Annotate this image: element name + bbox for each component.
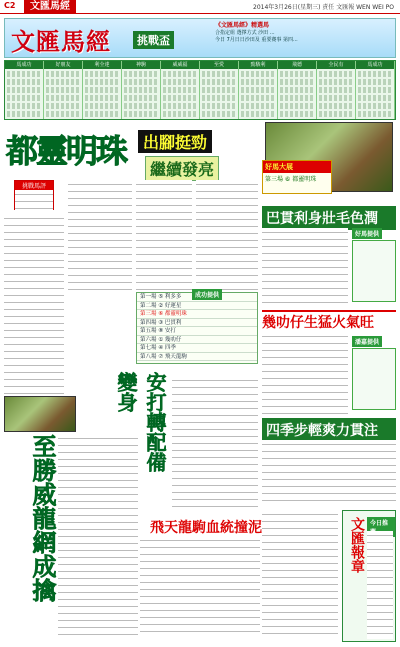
jijiazi-heading: 幾叻仔生猛火氣旺 (262, 310, 396, 332)
race-column (239, 61, 278, 119)
table-row: 第四場 ③ 巴貫利 (137, 319, 257, 328)
race-column-header: 勁駿利 (239, 61, 277, 69)
babi-tag: 好馬提供 (352, 228, 382, 239)
race-column-header: 馬成功 (5, 61, 43, 69)
issue-info: 2014年3月26日(星期三) 責任 文匯報 WEN WEI PO (253, 4, 394, 11)
race-column-header: 飛德 (278, 61, 316, 69)
race-column (200, 61, 239, 119)
jijiazi-text (262, 332, 348, 414)
left-box (14, 180, 54, 210)
masthead-meta: 《文匯馬經》精選馬 合指定組 選擇方式 沙田 ... 今日 7月日日沙田及 重要賽事 第四... (215, 22, 298, 43)
masthead (4, 18, 396, 58)
table-row: 第七場 ④ 四季 (137, 344, 257, 353)
table-row: 第六場 ① 幾叻仔 (137, 336, 257, 345)
left-box-title: 挑戰馬評 (15, 181, 53, 190)
race-column (161, 61, 200, 119)
table-row: 第一場 ⑤ 利多多 (137, 293, 257, 302)
hero-subtitle-2: 繼續發亮 (145, 156, 219, 181)
center-article-text-2 (136, 180, 192, 290)
bottom-right-title: 文匯報章 (349, 517, 365, 573)
selections-tag: 成功提供 (192, 289, 222, 300)
center-article-text-3 (196, 180, 258, 290)
hero-title: 都靈明珠 (6, 132, 127, 170)
bottom-right-box (342, 510, 396, 642)
babi-table (352, 240, 396, 302)
race-column (122, 61, 161, 119)
race-column-header: 好朋友 (44, 61, 82, 69)
hero-subtitle-1: 出腳挺勁 (138, 130, 212, 153)
section-name: 文匯馬經 (24, 0, 76, 13)
center-bottom-text-2 (262, 510, 338, 640)
babi-text (262, 228, 348, 306)
table-row: 第五場 ⑧ 安打 (137, 327, 257, 336)
left-article-text (4, 214, 64, 394)
race-column-header: 全民有 (317, 61, 355, 69)
race-column (44, 61, 83, 119)
masthead-tag: 挑戰盃 (133, 31, 174, 49)
table-row: 第二場 ② 好運星 (137, 302, 257, 311)
race-column (83, 61, 122, 119)
left-feature-text (58, 434, 138, 640)
race-column-header: 利全達 (83, 61, 121, 69)
race-prediction-strip (4, 60, 396, 120)
siji-heading: 四季步輕爽力貫注 (262, 418, 396, 442)
table-row: 第八場 ⑦ 飛天龍駒 (137, 353, 257, 362)
left-race-photo (4, 396, 76, 432)
photo-caption: 好馬大展 第三場 ⑥ 都靈明珠 (262, 160, 332, 194)
race-column (5, 61, 44, 119)
race-column (356, 61, 395, 119)
page-header (0, 0, 400, 14)
race-column-header: 神駒 (122, 61, 160, 69)
jijiazi-tag: 潘嘉提供 (352, 336, 382, 347)
center-article-text-1 (68, 180, 132, 290)
siji-text (262, 440, 396, 506)
center-feature-title: 安打轉配備變身 (114, 372, 167, 472)
race-column (317, 61, 356, 119)
center-bottom-heading: 飛天龍駒血統撞泥 (150, 517, 262, 537)
selections-table (136, 292, 258, 364)
race-column (278, 61, 317, 119)
bottom-right-tag: 今日推 (367, 517, 395, 537)
center-bottom-text (140, 536, 260, 636)
babi-heading: 巴貫利身壯毛色潤 (262, 206, 396, 230)
center-feature-text (172, 376, 258, 512)
masthead-logo: 文匯馬經 (11, 27, 111, 56)
race-column-header: 威威福 (161, 61, 199, 69)
race-column-header: 馬成功 (356, 61, 394, 69)
page-number: C2 (4, 1, 16, 10)
left-feature-title: 至勝威龍網成擒 (28, 434, 57, 602)
race-column-header: 至愛 (200, 61, 238, 69)
table-row: 第三場 ⑥ 都靈明珠 (137, 310, 257, 319)
jijiazi-table (352, 348, 396, 410)
